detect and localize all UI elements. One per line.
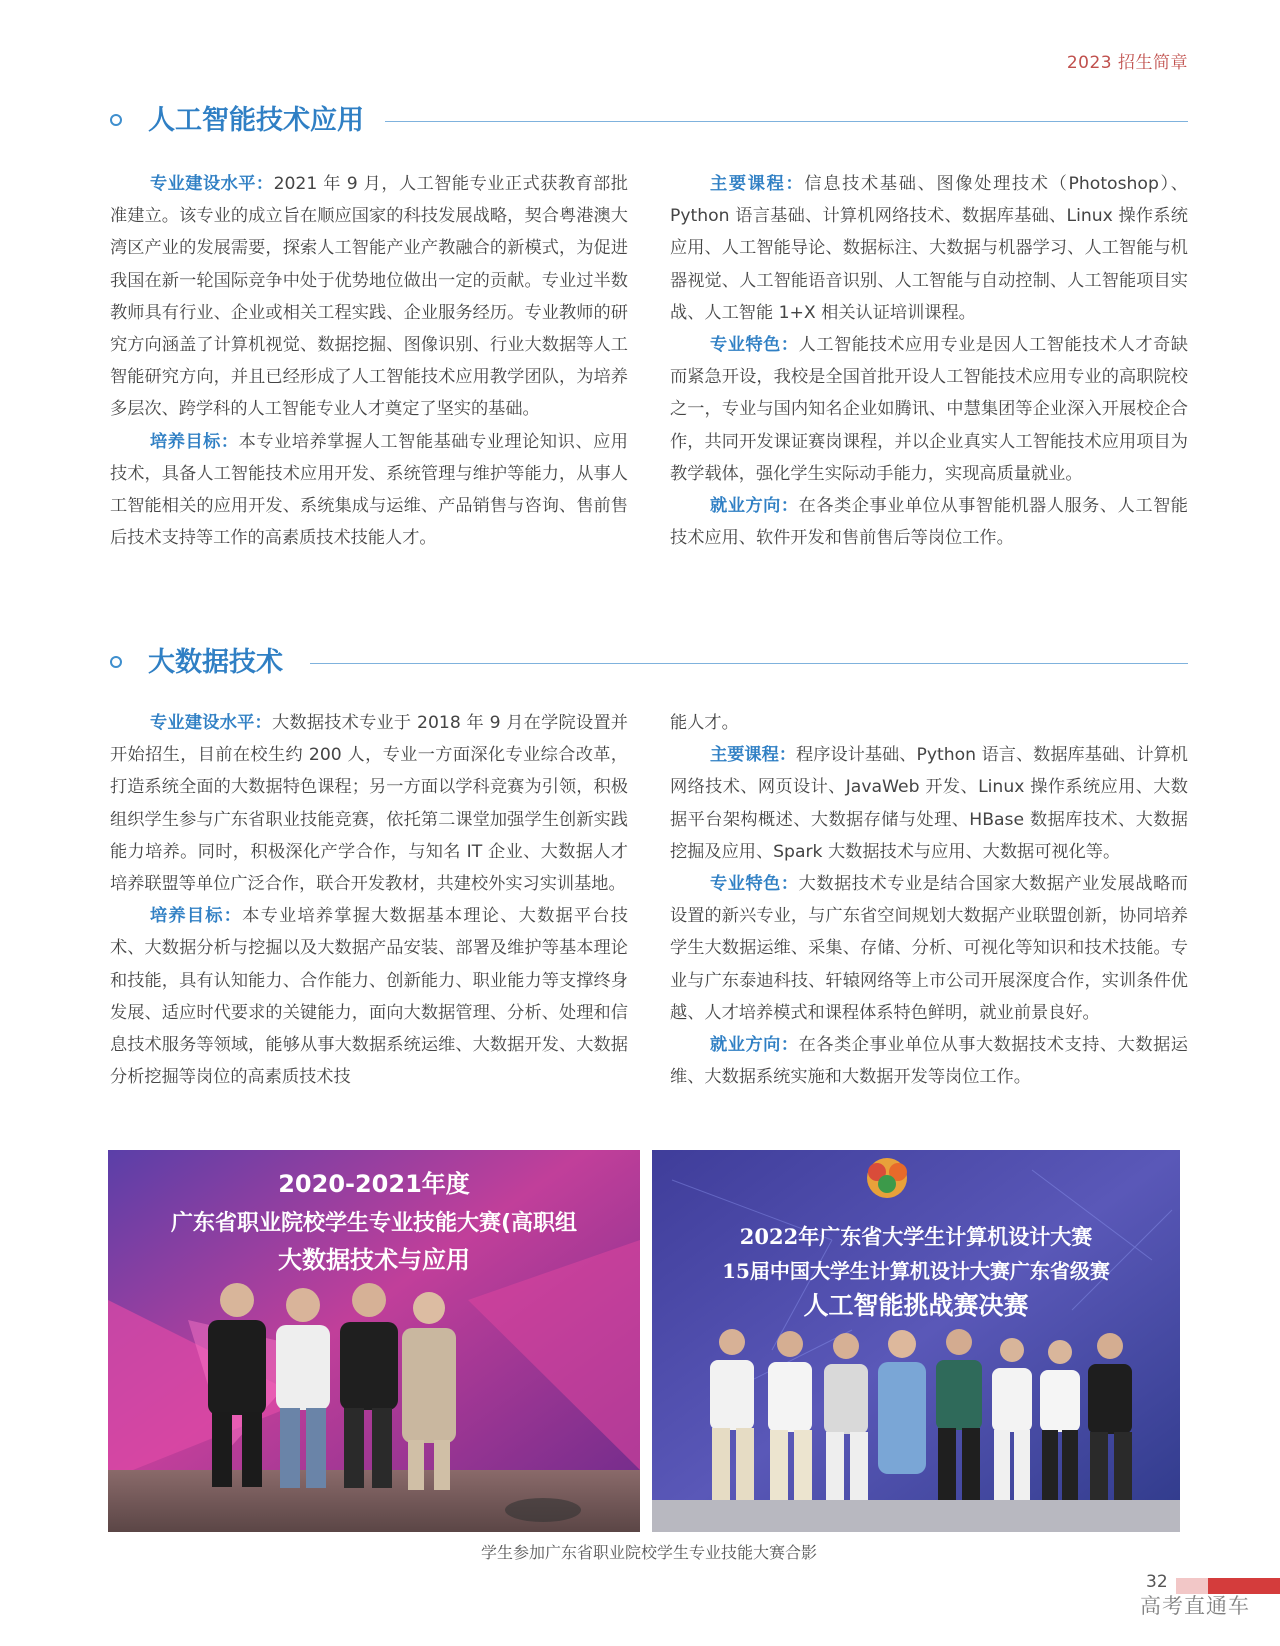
ai-left-column — [110, 168, 628, 554]
photo-caption: 学生参加广东省职业院校学生专业技能大赛合影 — [480, 1543, 817, 1562]
big-data-right-column — [670, 707, 1188, 1093]
paragraph — [670, 868, 1188, 1029]
section-title: 大数据技术 — [148, 647, 283, 678]
photo-banner-line: 广东省职业院校学生专业技能大赛(高职组 — [170, 1211, 578, 1236]
paragraph-text: 本专业培养掌握人工智能基础专业理论知识、应用技术，具备人工智能技术应用开发、系统管理与维护等能力，从事人工智能相关的应用开发、系统集成与运维、产品销售与咨询、售前售后技术支持等工作的高素质技术技能人才。 — [110, 431, 628, 549]
paragraph-text: 在各类企事业单位从事智能机器人服务、人工智能技术应用、软件开发和售前售后等岗位工作。 — [670, 496, 1188, 549]
ai-right-column — [670, 168, 1188, 554]
photo-banner-line: 人工智能挑战赛决赛 — [803, 1291, 1029, 1320]
brochure-header-title: 2023 招生简章 — [1066, 53, 1188, 73]
section-divider — [310, 663, 1188, 664]
photo-illustration — [652, 1150, 1180, 1532]
section-heading-big-data — [110, 643, 1188, 683]
paragraph-label: 就业方向： — [710, 1035, 799, 1056]
section-title: 人工智能技术应用 — [148, 105, 364, 136]
photo-banner-line: 大数据技术与应用 — [278, 1246, 470, 1274]
paragraph-label: 专业特色： — [710, 874, 799, 895]
paragraph-label: 培养目标： — [150, 431, 239, 452]
paragraph-text: 大数据技术专业于 2018 年 9 月在学院设置并开始招生，目前在校生约 200 人，专业一方面深化专业综合改革，打造系统全面的大数据特色课程；另一方面以学科竞赛为引领，积极组织学生参与广东省职业技能竞赛，依托第二课堂加强学生创新实践能力培养。同时，积极深化产学合作，与知名 IT 企业、大数据人才培养联盟等单位广泛合作，联合开发教材，共建校外实习实训基地。 — [110, 713, 628, 895]
paragraph-text: 程序设计基础、Python 语言、数据库基础、计算机网络技术、网页设计、JavaWeb 开发、Linux 操作系统应用、大数据平台架构概述、大数据存储与处理、HBase 数据库技术、大数据挖掘及应用、Spark 大数据技术与应用、大数据可视化等。 — [670, 745, 1188, 862]
paragraph — [110, 168, 628, 426]
section-divider — [385, 121, 1188, 122]
competition-photo-left — [108, 1150, 640, 1532]
paragraph — [670, 490, 1188, 554]
paragraph-label: 主要课程： — [710, 174, 805, 194]
paragraph — [110, 707, 628, 900]
watermark: 高考直通车 — [1140, 1594, 1250, 1618]
paragraph-label: 就业方向： — [710, 496, 799, 517]
paragraph — [110, 426, 628, 555]
paragraph — [670, 1029, 1188, 1093]
page-number: 32 — [1146, 1572, 1168, 1592]
paragraph — [670, 168, 1188, 329]
photo-banner-line: 15届中国大学生计算机设计大赛广东省级赛 — [722, 1259, 1110, 1283]
paragraph-label: 专业特色： — [710, 335, 799, 356]
paragraph-label: 专业建设水平： — [150, 174, 274, 194]
photo-banner-line: 2020-2021年度 — [278, 1170, 470, 1198]
paragraph-continuation: 能人才。 — [670, 713, 739, 733]
paragraph-label: 专业建设水平： — [150, 713, 272, 733]
paragraph — [110, 900, 628, 1093]
paragraph-text: 本专业培养掌握大数据基本理论、大数据平台技术、大数据分析与挖掘以及大数据产品安装、部署及维护等基本理论和技能，具有认知能力、合作能力、创新能力、职业能力等支撑终身发展、适应时代要求的关键能力，面向大数据管理、分析、处理和信息技术服务等领域，能够从事大数据系统运维、大数据开发、大数据分析挖掘等岗位的高素质技术技 — [110, 906, 628, 1088]
section-heading-ai — [110, 101, 1188, 141]
paragraph-text: 信息技术基础、图像处理技术（Photoshop）、Python 语言基础、计算机网络技术、数据库基础、Linux 操作系统应用、人工智能导论、数据标注、大数据与机器学习、人工智能与机器视觉、人工智能语音识别、人工智能与自动控制、人工智能项目实战、人工智能 1+X 相关认证培训课程。 — [670, 174, 1188, 323]
photo-illustration — [108, 1150, 640, 1532]
paragraph-text: 在各类企事业单位从事大数据技术支持、大数据运维、大数据系统实施和大数据开发等岗位工作。 — [670, 1035, 1188, 1088]
circle-bullet-icon — [110, 656, 122, 668]
paragraph-text: 人工智能技术应用专业是因人工智能技术人才奇缺而紧急开设，我校是全国首批开设人工智能技术应用专业的高职院校之一，专业与国内知名企业如腾讯、中慧集团等企业深入开展校企合作，共同开发课证赛岗课程，并以企业真实人工智能技术应用项目为教学载体，强化学生实际动手能力，实现高质量就业。 — [670, 335, 1188, 484]
paragraph-label: 主要课程： — [710, 745, 797, 766]
paragraph-text: 大数据技术专业是结合国家大数据产业发展战略而设置的新兴专业，与广东省空间规划大数据产业联盟创新，协同培养学生大数据运维、采集、存储、分析、可视化等知识和技术技能。专业与广东泰迪科技、轩辕网络等上市公司开展深度合作，实训条件优越、人才培养模式和课程体系特色鲜明，就业前景良好。 — [670, 874, 1188, 1023]
circle-bullet-icon — [110, 114, 122, 126]
paragraph — [670, 329, 1188, 490]
competition-photo-right — [652, 1150, 1180, 1532]
paragraph-label: 培养目标： — [150, 906, 243, 927]
paragraph-text: 2021 年 9 月，人工智能专业正式获教育部批准建立。该专业的成立旨在顺应国家的科技发展战略，契合粤港澳大湾区产业的发展需要，探索人工智能产业产教融合的新模式，为促进我国在新一轮国际竞争中处于优势地位做出一定的贡献。专业过半数教师具有行业、企业或相关工程实践、企业服务经历。专业教师的研究方向涵盖了计算机视觉、数据挖掘、图像识别、行业大数据等人工智能研究方向，并且已经形成了人工智能技术应用教学团队，为培养多层次、跨学科的人工智能专业人才奠定了坚实的基础。 — [110, 174, 628, 420]
photo-banner-line: 2022年广东省大学生计算机设计大赛 — [739, 1224, 1093, 1249]
big-data-left-column — [110, 707, 628, 1093]
paragraph — [670, 739, 1188, 868]
